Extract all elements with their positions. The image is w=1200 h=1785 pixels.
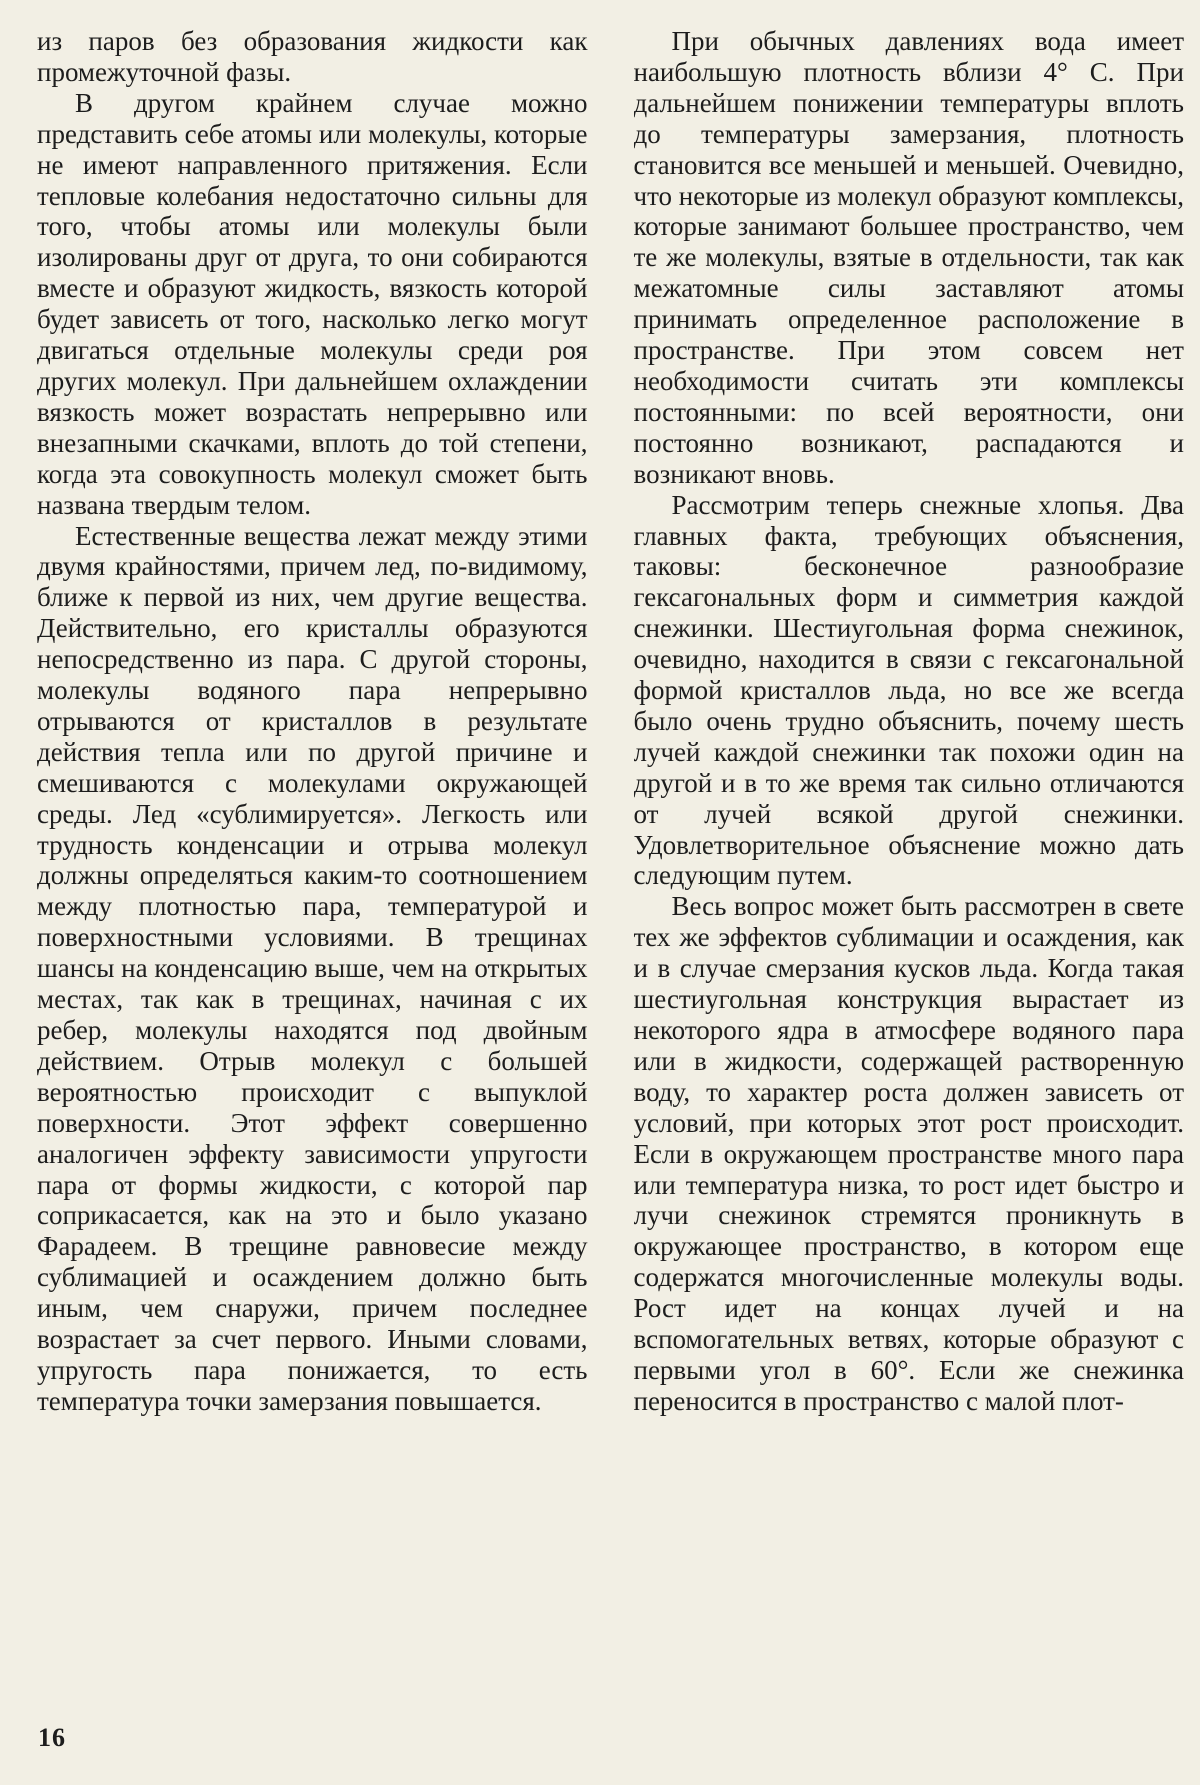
page-number: 16: [38, 1723, 66, 1752]
paragraph: В другом крайнем случае можно представить себе атомы или молекулы, которые не имеют направленного притяжения. Если тепловые колебания недостаточно сильны для того, чтобы атомы или молекулы были изолированы друг от друга, то они собираются вместе и образуют жидкость, вязкость которой будет зависеть от того, насколько легко могут двигаться отдельные молекулы среди роя других молекул. При дальнейшем охлаждении вязкость может возрастать непрерывно или внезапными скачками, вплоть до той степени, когда эта совокупность молекул сможет быть названа твердым телом.: [37, 87, 588, 520]
paragraph: Весь вопрос может быть рассмотрен в свете тех же эффектов сублимации и осаждения, как и в случае смерзания кусков льда. Когда такая шестиугольная конструкция вырастает из некоторого ядра в атмосфере водяного пара или в жидкости, содержащей растворенную воду, то характер роста должен зависеть от условий, при которых этот рост происходит. Если в окружающем пространстве много пара или температура низка, то рост идет быстро и лучи снежинок стремятся проникнуть в окружающее пространство, в котором еще содержатся многочисленные молекулы воды. Рост идет на концах лучей и на вспомогательных ветвях, которые образуют с первыми угол в 60°. Если же снежинка переносится в пространство с малой плот-: [633, 891, 1184, 1416]
paragraph: Рассмотрим теперь снежные хлопья. Два главных факта, требующих объяснения, таковы: бесконечное разнообразие гексагональных форм и симметрия каждой снежинки. Шестиугольная форма снежинок, очевидно, находится в связи с гексагональной формой кристаллов льда, но все же всегда было очень трудно объяснить, почему шесть лучей каждой снежинки так похожи один на другой и в то же время так сильно отличаются от лучей всякой другой снежинки. Удовлетворительное объяснение можно дать следующим путем.: [633, 489, 1184, 891]
right-column: [634, 26, 1185, 1716]
paragraph: При обычных давлениях вода имеет наибольшую плотность вблизи 4° С. При дальнейшем понижении температуры вплоть до температуры замерзания, плотность становится все меньшей и меньшей. Очевидно, что некоторые из молекул образуют комплексы, которые занимают большее пространство, чем те же молекулы, взятые в отдельности, так как межатомные силы заставляют атомы принимать определенное расположение в пространстве. При этом совсем нет необходимости считать эти комплексы постоянными: по всей вероятности, они постоянно возникают, распадаются и возникают вновь.: [633, 26, 1184, 489]
text-columns: [37, 26, 1184, 1716]
paragraph: Естественные вещества лежат между этими двумя крайностями, причем лед, по-видимому, ближе к первой из них, чем другие вещества. Действительно, его кристаллы образуются непосредственно из пара. С другой стороны, молекулы водяного пара непрерывно отрываются от кристаллов в результате действия тепла или по другой причине и смешиваются с молекулами окружающей среды. Лед «сублимируется». Легкость или трудность конденсации и отрыва молекул должны определяться каким-то соотношением между плотностью пара, температурой и поверхностными условиями. В трещинах шансы на конденсацию выше, чем на открытых местах, так как в трещинах, начиная с их ребер, молекулы находятся под двойным действием. Отрыв молекул с большей вероятностью происходит с выпуклой поверхности. Этот эффект совершенно аналогичен эффекту зависимости упругости пара от формы жидкости, с которой пар соприкасается, как на это и было указано Фарадеем. В трещине равновесие между сублимацией и осаждением должно быть иным, чем снаружи, причем последнее возрастает за счет первого. Иными словами, упругость пара понижается, то есть температура точки замерзания повышается.: [37, 520, 588, 1416]
left-column: [37, 26, 588, 1716]
paragraph: из паров без образования жидкости как промежуточной фазы.: [37, 26, 588, 87]
